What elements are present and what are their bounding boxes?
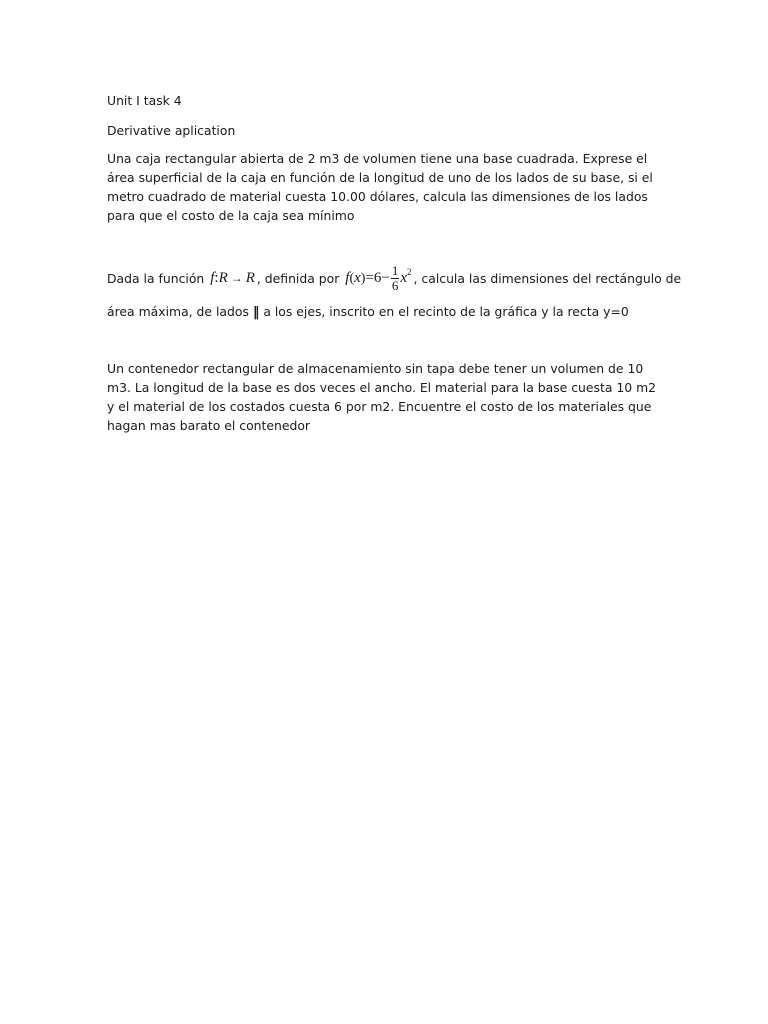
problem-2-line-2: área máxima, de lados ‖ a los ejes, inscrito en el recinto de la gráfica y la recta y=0: [107, 304, 629, 320]
problem-3-text: Un contenedor rectangular de almacenamiento sin tapa debe tener un volumen de 10 m3. La longitud de la base es dos veces el ancho. El material para la base cuesta 10 m2 y el material de los costados cuesta 6 por m2. Encuentre el costo de los materiales que hagan mas barato el contenedor: [107, 361, 657, 433]
problem-2-intro: Dada la función: [107, 271, 205, 286]
problem-1-text: Una caja rectangular abierta de 2 m3 de volumen tiene una base cuadrada. Exprese el área superficial de la caja en función de la longitud de uno de los lados de su base, si el metro cuadrado de material cuesta 10.00 dólares, calcula las dimensiones de los lados para que el costo de la caja sea mínimo: [107, 151, 653, 223]
problem-2-defined-by: , definida por: [256, 271, 340, 286]
problem-2-after-formula: , calcula las dimensiones del rectángulo de: [413, 271, 682, 286]
document-subtitle: Derivative aplication: [107, 123, 236, 138]
function-mapping-formula: f : R → R: [210, 270, 255, 286]
parallel-symbol: ‖: [252, 305, 260, 320]
problem-2-line-1: [107, 264, 681, 293]
document-title: Unit I task 4: [107, 93, 182, 108]
fraction-one-sixth: $\frac{1}{6}$: [391, 263, 399, 293]
function-definition-formula: f ( x ) =6− $\frac{1}{6}$ x 2: [345, 263, 412, 293]
